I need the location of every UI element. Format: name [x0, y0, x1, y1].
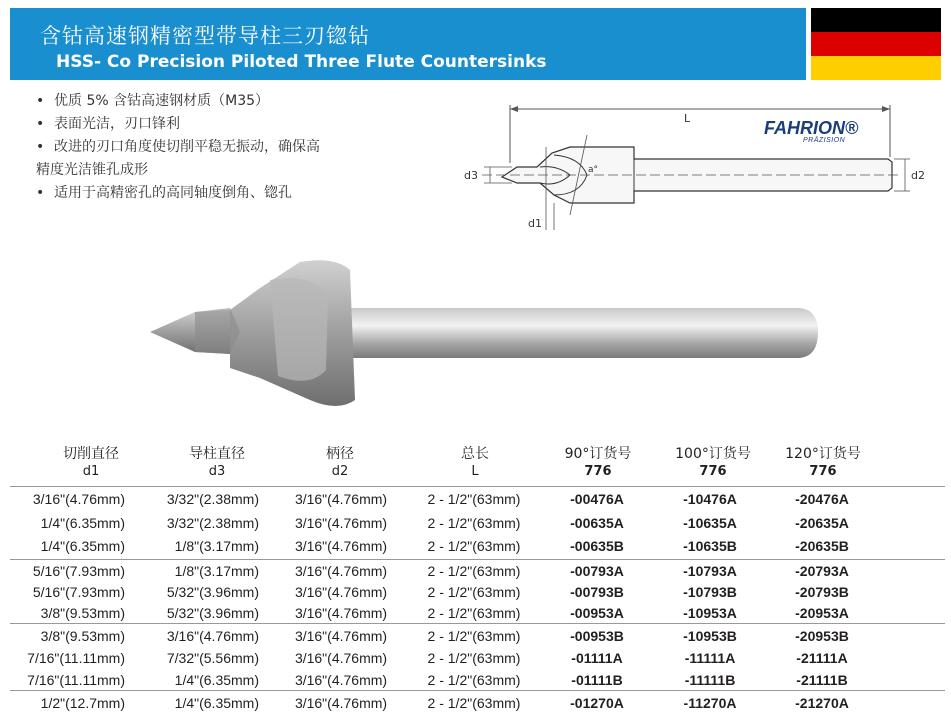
- cell-L: 2 - 1/2"(63mm): [427, 672, 521, 688]
- cell-order-120: -20635B: [795, 538, 849, 554]
- table-row: [0, 535, 951, 558]
- table-row: [0, 669, 951, 692]
- header-sub: d3: [208, 464, 226, 479]
- header-d3: [172, 446, 262, 480]
- cell-d1: 1/4"(6.35mm): [40, 515, 125, 531]
- cell-order-100: -10476A: [683, 491, 737, 507]
- cell-d3: 1/8"(3.17mm): [174, 538, 259, 554]
- header-L: [430, 446, 520, 480]
- cell-order-120: -21270A: [795, 695, 849, 711]
- cell-order-90: -00635A: [570, 515, 624, 531]
- cell-d1: 7/16"(11.11mm): [27, 672, 125, 688]
- cell-order-100: -10793B: [683, 584, 737, 600]
- header-90-order: [548, 446, 648, 480]
- cell-d3: 3/32"(2.38mm): [166, 491, 259, 507]
- cell-d1: 3/8"(9.53mm): [40, 605, 125, 621]
- table-row: [0, 581, 951, 604]
- header-d1: [46, 446, 136, 480]
- header-sub: d2: [331, 464, 349, 479]
- title-banner: [10, 8, 806, 80]
- cell-order-100: -11270A: [683, 695, 737, 711]
- cell-order-100: -10635B: [683, 538, 737, 554]
- cell-order-120: -20793B: [795, 584, 849, 600]
- header-sub: d1: [82, 464, 100, 479]
- cell-order-100: -10793A: [683, 563, 737, 579]
- cell-d3: 5/32"(3.96mm): [166, 605, 259, 621]
- table-row: [0, 647, 951, 670]
- header-title: 切削直径: [63, 446, 119, 462]
- cell-L: 2 - 1/2"(63mm): [427, 605, 521, 621]
- dim-d1-label: d1: [528, 217, 542, 230]
- cell-order-90: -01111A: [571, 650, 623, 666]
- table-row: [0, 602, 951, 625]
- cell-d3: 1/4"(6.35mm): [174, 672, 259, 688]
- header-sub: 776: [809, 464, 837, 479]
- header-title: 导柱直径: [189, 446, 245, 462]
- dim-d2-label: d2: [911, 169, 925, 182]
- header-sub: 776: [699, 464, 727, 479]
- cell-d2: 3/16"(4.76mm): [294, 628, 388, 644]
- cell-d2: 3/16"(4.76mm): [294, 538, 388, 554]
- cell-L: 2 - 1/2"(63mm): [427, 563, 521, 579]
- cell-L: 2 - 1/2"(63mm): [427, 584, 521, 600]
- header-sub: 776: [584, 464, 612, 479]
- title-english: HSS- Co Precision Piloted Three Flute Countersinks: [56, 52, 547, 72]
- angle-label: a°: [588, 165, 599, 175]
- feature-item: • 适用于高精密孔的高同轴度倒角、锪孔: [36, 182, 436, 205]
- cell-order-120: -20476A: [795, 491, 849, 507]
- cell-L: 2 - 1/2"(63mm): [427, 491, 521, 507]
- cell-d2: 3/16"(4.76mm): [294, 563, 388, 579]
- cell-d3: 1/8"(3.17mm): [174, 563, 259, 579]
- cell-order-100: -11111A: [684, 650, 736, 666]
- header-d2: [295, 446, 385, 480]
- header-120-order: [768, 446, 878, 480]
- table-row: [0, 560, 951, 583]
- cell-order-120: -20635A: [795, 515, 849, 531]
- countersink-photo: [150, 250, 830, 420]
- cell-d1: 1/2"(12.7mm): [40, 695, 125, 711]
- dim-d3-label: d3: [464, 169, 478, 182]
- cell-order-90: -00953A: [570, 605, 624, 621]
- cell-order-90: -00953B: [570, 628, 624, 644]
- header-title: 总长: [461, 446, 489, 462]
- cell-order-90: -01270A: [570, 695, 624, 711]
- cell-order-100: -10953B: [683, 628, 737, 644]
- feature-item: • 优质 5% 含钴高速钢材质（M35）: [36, 90, 436, 113]
- technical-drawing: [462, 95, 932, 245]
- header-title: 120°订货号: [785, 446, 861, 462]
- cell-d2: 3/16"(4.76mm): [294, 584, 388, 600]
- cell-order-100: -10953A: [683, 605, 737, 621]
- german-flag-icon: [811, 8, 941, 80]
- cell-d1: 3/16"(4.76mm): [32, 491, 125, 507]
- cell-d3: 3/16"(4.76mm): [166, 628, 259, 644]
- table-row: [0, 692, 951, 715]
- cell-L: 2 - 1/2"(63mm): [427, 628, 521, 644]
- cell-d1: 1/4"(6.35mm): [40, 538, 125, 554]
- header-sub: L: [471, 464, 479, 479]
- feature-item: • 表面光洁，刃口锋利: [36, 113, 436, 136]
- cell-order-120: -21111A: [796, 650, 848, 666]
- cell-order-100: -10635A: [683, 515, 737, 531]
- table-row: [0, 625, 951, 648]
- cell-d2: 3/16"(4.76mm): [294, 491, 388, 507]
- header-100-order: [658, 446, 768, 480]
- feature-item-continued: 精度光洁锥孔成形: [36, 162, 148, 178]
- cell-order-120: -21111B: [796, 672, 848, 688]
- cell-d3: 7/32"(5.56mm): [166, 650, 259, 666]
- cell-L: 2 - 1/2"(63mm): [427, 650, 521, 666]
- feature-list: [36, 90, 436, 205]
- cell-d1: 3/8"(9.53mm): [40, 628, 125, 644]
- cell-order-90: -00476A: [570, 491, 624, 507]
- header-title: 90°订货号: [564, 446, 632, 462]
- title-chinese: 含钴高速钢精密型带导柱三刃锪钻: [40, 24, 370, 48]
- cell-d2: 3/16"(4.76mm): [294, 650, 388, 666]
- cell-d2: 3/16"(4.76mm): [294, 515, 388, 531]
- cell-order-90: -01111B: [571, 672, 623, 688]
- cell-order-90: -00793A: [570, 563, 624, 579]
- cell-d3: 1/4"(6.35mm): [174, 695, 259, 711]
- cell-L: 2 - 1/2"(63mm): [427, 515, 521, 531]
- feature-item: • 改进的刃口角度使切削平稳无振动，确保高: [36, 136, 436, 159]
- cell-d1: 5/16"(7.93mm): [32, 563, 125, 579]
- cell-L: 2 - 1/2"(63mm): [427, 538, 521, 554]
- cell-order-120: -20793A: [795, 563, 849, 579]
- cell-order-90: -00635B: [570, 538, 624, 554]
- cell-L: 2 - 1/2"(63mm): [427, 695, 521, 711]
- cell-order-120: -20953B: [795, 628, 849, 644]
- cell-d2: 3/16"(4.76mm): [294, 695, 388, 711]
- dim-L-label: L: [684, 112, 691, 125]
- cell-d2: 3/16"(4.76mm): [294, 605, 388, 621]
- cell-d1: 7/16"(11.11mm): [27, 650, 125, 666]
- cell-order-120: -20953A: [795, 605, 849, 621]
- table-row: [0, 512, 951, 535]
- cell-d3: 5/32"(3.96mm): [166, 584, 259, 600]
- cell-d3: 3/32"(2.38mm): [166, 515, 259, 531]
- header-title: 柄径: [326, 446, 354, 462]
- cell-order-100: -11111B: [684, 672, 736, 688]
- fahrion-logo: FAHRION®: [764, 118, 859, 138]
- cell-d1: 5/16"(7.93mm): [32, 584, 125, 600]
- header-title: 100°订货号: [675, 446, 751, 462]
- cell-d2: 3/16"(4.76mm): [294, 672, 388, 688]
- cell-order-90: -00793B: [570, 584, 624, 600]
- table-row: [0, 488, 951, 511]
- fahrion-logo-subtitle: PRÄZISION: [803, 137, 846, 144]
